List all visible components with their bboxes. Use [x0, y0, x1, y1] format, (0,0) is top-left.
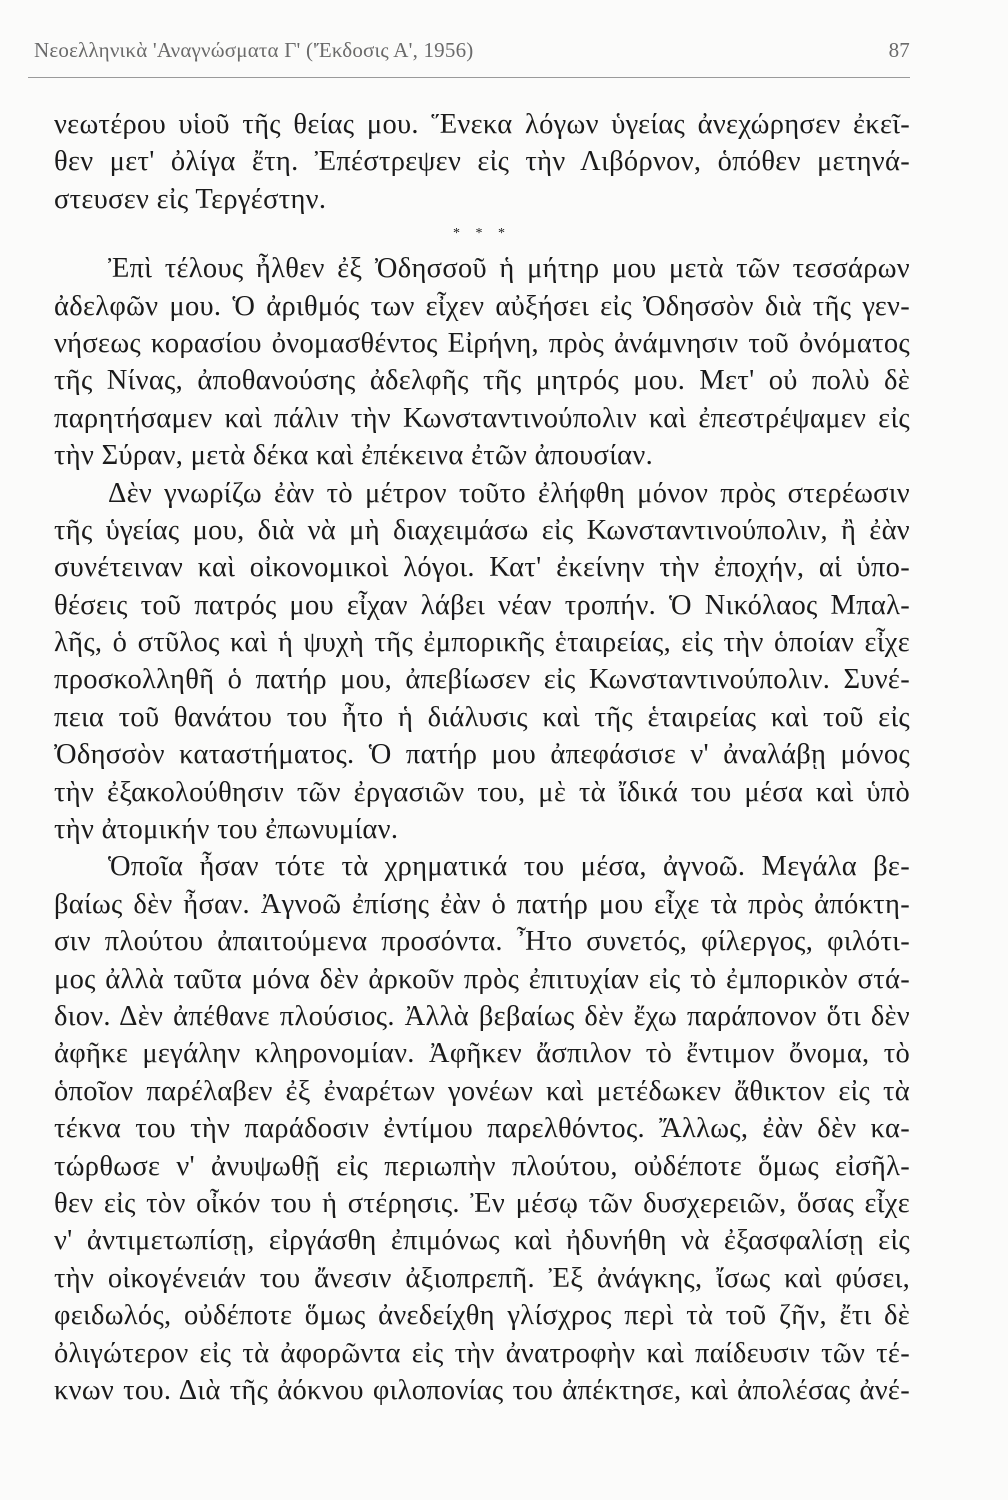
- text-line: βαίως δὲν ἦσαν. Ἀγνοῶ ἐπίσης ἐὰν ὁ πατήρ μου εἶχε τὰ πρὸς ἀπόκτη-: [54, 888, 910, 920]
- text-line: τέκνα του τὴν παράδοσιν ἐντίμου παρελθόντος. Ἄλλως, ἐὰν δὲν κα-: [54, 1113, 910, 1145]
- text-line: Ἐπὶ τέλους ἦλθεν ἐξ Ὀδησσοῦ ἡ μήτηρ μου μετὰ τῶν τεσσάρων: [108, 253, 910, 285]
- text-line: Ὀδησσὸν καταστήματος. Ὁ πατήρ μου ἀπεφάσισε ν' ἀναλάβῃ μόνος: [54, 739, 910, 771]
- text-line: τῆς Νίνας, ἀποθανούσης ἀδελφῆς τῆς μητρός μου. Μετ' οὐ πολὺ δὲ: [54, 365, 910, 397]
- text-line: τὴν οἰκογένειάν του ἄνεσιν ἀξιοπρεπῆ. Ἐξ ἀνάγκης, ἴσως καὶ φύσει,: [54, 1262, 910, 1294]
- text-line: φειδωλός, οὐδέποτε ὅμως ἀνεδείχθη γλίσχρος περὶ τὰ τοῦ ζῆν, ἔτι δὲ: [54, 1300, 910, 1332]
- text-line: ἀδελφῶν μου. Ὁ ἀριθμός των εἶχεν αὐξήσει εἰς Ὀδησσὸν διὰ τῆς γεν-: [54, 290, 910, 322]
- text-line: Ὁποῖα ἦσαν τότε τὰ χρηματικά του μέσα, ἀγνοῶ. Μεγάλα βε-: [108, 851, 910, 883]
- page-number: 87: [888, 38, 910, 62]
- text-line: νήσεως κορασίου ὀνομασθέντος Εἰρήνη, πρὸς ἀνάμνησιν τοῦ ὀνόματος: [54, 327, 910, 359]
- header-rule: [28, 77, 910, 78]
- text-line: τώρθωσε ν' ἀνυψωθῇ εἰς περιωπὴν πλούτου, οὐδέποτε ὅμως εἰσῆλ-: [54, 1150, 910, 1182]
- text-line: προσκολληθῆ ὁ πατήρ μου, ἀπεβίωσεν εἰς Κωνσταντινούπολιν. Συνέ-: [54, 664, 910, 696]
- text-line: θεν εἰς τὸν οἶκόν του ἡ στέρησις. Ἐν μέσῳ τῶν δυσχερειῶν, ὅσας εἶχε: [54, 1187, 910, 1219]
- text-line: τῆς ὑγείας μου, διὰ νὰ μὴ διαχειμάσω εἰς Κωνσταντινούπολιν, ἢ ἐὰν: [54, 514, 910, 546]
- text-line: παρητήσαμεν καὶ πάλιν τὴν Κωνσταντινούπολιν καὶ ἐπεστρέψαμεν εἰς: [54, 402, 910, 434]
- text-line: μος ἀλλὰ ταῦτα μόνα δὲν ἀρκοῦν πρὸς ἐπιτυχίαν εἰς τὸ ἐμπορικὸν στά-: [54, 963, 910, 995]
- text-line: λῆς, ὁ στῦλος καὶ ἡ ψυχὴ τῆς ἐμπορικῆς ἑταιρείας, εἰς τὴν ὁποίαν εἶχε: [54, 627, 910, 659]
- body-text: [54, 106, 910, 1409]
- section-break: * * *: [453, 226, 511, 242]
- text-line: στευσεν εἰς Τεργέστην.: [54, 183, 327, 215]
- text-line: ν' ἀντιμετωπίσῃ, εἰργάσθη ἐπιμόνως καὶ ἠδυνήθη νὰ ἐξασφαλίσῃ εἰς: [54, 1225, 910, 1257]
- running-head-title: Νεοελληνικὰ 'Αναγνώσματα Γ' ('Έκδοσις Α', 1956): [34, 38, 474, 62]
- text-line: σιν πλούτου ἀπαιτούμενα προσόντα. Ἦτο συνετός, φίλεργος, φιλότι-: [54, 926, 910, 958]
- text-line: ἀφῆκε μεγάλην κληρονομίαν. Ἀφῆκεν ἄσπιλον τὸ ἔντιμον ὄνομα, τὸ: [54, 1038, 910, 1070]
- text-line: ὁποῖον παρέλαβεν ἐξ ἐναρέτων γονέων καὶ μετέδωκεν ἄθικτον εἰς τὰ: [54, 1075, 910, 1107]
- text-line: τὴν ἀτομικήν του ἐπωνυμίαν.: [54, 814, 399, 846]
- running-head: [34, 38, 910, 68]
- text-line: τὴν Σύραν, μετὰ δέκα καὶ ἐπέκεινα ἐτῶν ἀπουσίαν.: [54, 440, 654, 472]
- text-line: θέσεις τοῦ πατρός μου εἶχαν λάβει νέαν τροπήν. Ὁ Νικόλαος Μπαλ-: [54, 589, 910, 621]
- text-line: Δὲν γνωρίζω ἐὰν τὸ μέτρον τοῦτο ἐλήφθη μόνον πρὸς στερέωσιν: [108, 477, 910, 509]
- text-line: θεν μετ' ὀλίγα ἔτη. Ἐπέστρεψεν εἰς τὴν Λιβόρνον, ὁπόθεν μετηνά-: [54, 146, 910, 178]
- text-line: κνων του. Διὰ τῆς ἀόκνου φιλοπονίας του ἀπέκτησε, καὶ ἀπολέσας ἀνέ-: [54, 1374, 910, 1406]
- text-line: συνέτειναν καὶ οἰκονομικοὶ λόγοι. Κατ' ἐκείνην τὴν ἐποχήν, αἱ ὑπο-: [54, 552, 910, 584]
- text-line: ὀλιγώτερον εἰς τὰ ἀφορῶντα εἰς τὴν ἀνατροφὴν καὶ παίδευσιν τῶν τέ-: [54, 1337, 910, 1369]
- text-line: διον. Δὲν ἀπέθανε πλούσιος. Ἀλλὰ βεβαίως δὲν ἔχω παράπονον ὅτι δὲν: [54, 1000, 910, 1032]
- text-line: πεια τοῦ θανάτου του ἦτο ἡ διάλυσις καὶ τῆς ἑταιρείας καὶ τοῦ εἰς: [54, 701, 910, 733]
- text-line: νεωτέρου υἱοῦ τῆς θείας μου. Ἕνεκα λόγων ὑγείας ἀνεχώρησεν ἐκεῖ-: [54, 109, 910, 140]
- text-line: τὴν ἐξακολούθησιν τῶν ἐργασιῶν του, μὲ τὰ ἴδικά του μέσα καὶ ὑπὸ: [54, 776, 910, 808]
